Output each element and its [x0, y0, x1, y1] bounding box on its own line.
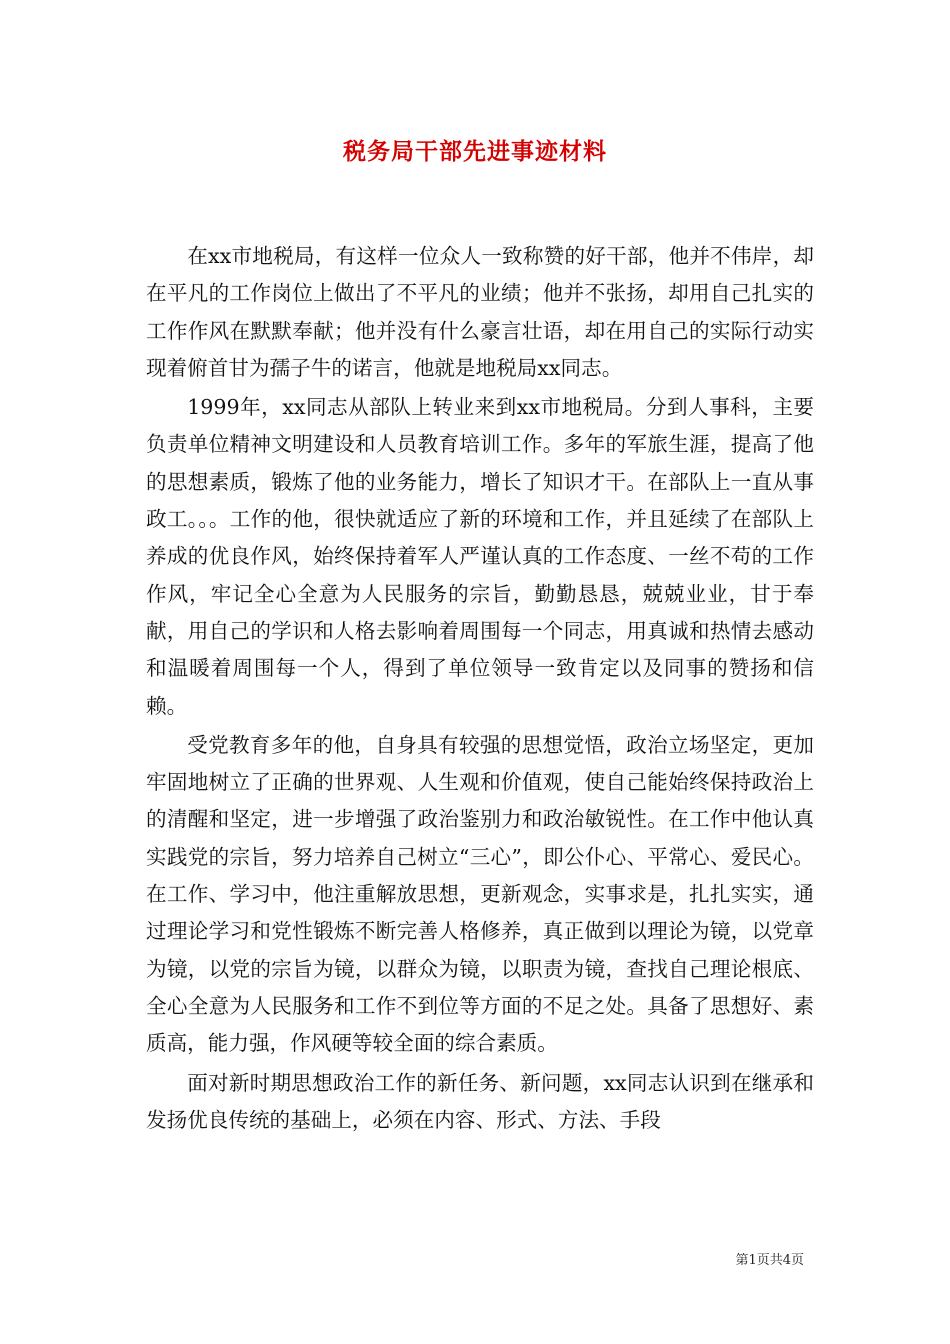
document-title: 税务局干部先进事迹材料: [343, 138, 607, 165]
paragraph-4: 面对新时期思想政治工作的新任务、新问题，xx同志认识到在继承和发扬优良传统的基础上，必须在内容、形式、方法、手段: [146, 1070, 814, 1132]
paragraph-2: 1999年，xx同志从部队上转业来到xx市地税局。分到人事科，主要负责单位精神文明建设和人员教育培训工作。多年的军旅生涯，提高了他的思想素质，锻炼了他的业务能力，增长了知识才干。在部队上一直从事政工。。。工作的他，很快就适应了新的环境和工作，并且延续了在部队上养成的优良作风，始终保持着军人严谨认真的工作态度、一丝不苟的工作作风，牢记全心全意为人民服务的宗旨，勤勤恳恳，兢兢业业，甘于奉献，用自己的学识和人格去影响着周围每一个同志，用真诚和热情去感动和温暖着周围每一个人，得到了单位领导一致肯定以及同事的赞扬和信赖。: [146, 395, 814, 718]
paragraph-1: 在xx市地税局，有这样一位众人一致称赞的好干部，他并不伟岸，却在平凡的工作岗位上做出了不平凡的业绩；他并不张扬，却用自己扎实的工作作风在默默奉献；他并没有什么豪言壮语，却在用自己的实际行动实现着俯首甘为孺子牛的诺言，他就是地税局xx同志。: [146, 244, 814, 380]
paragraph-3: 受党教育多年的他，自身具有较强的思想觉悟，政治立场坚定，更加牢固地树立了正确的世界观、人生观和价值观，使自己能始终保持政治上的清醒和坚定，进一步增强了政治鉴别力和政治敏锐性。在工作中他认真实践党的宗旨，努力培养自己树立“三心”，即公仆心、平常心、爱民心。在工作、学习中，他注重解放思想，更新观念，实事求是，扎扎实实，通过理论学习和党性锻炼不断完善人格修养，真正做到以理论为镜，以党章为镜，以党的宗旨为镜，以群众为镜，以职责为镜，查找自己理论根底、全心全意为人民服务和工作不到位等方面的不足之处。具备了思想好、素质高，能力强，作风硬等较全面的综合素质。: [146, 732, 814, 1056]
page-number: 第1页共4页: [735, 1253, 804, 1268]
document-body: [146, 238, 814, 1141]
